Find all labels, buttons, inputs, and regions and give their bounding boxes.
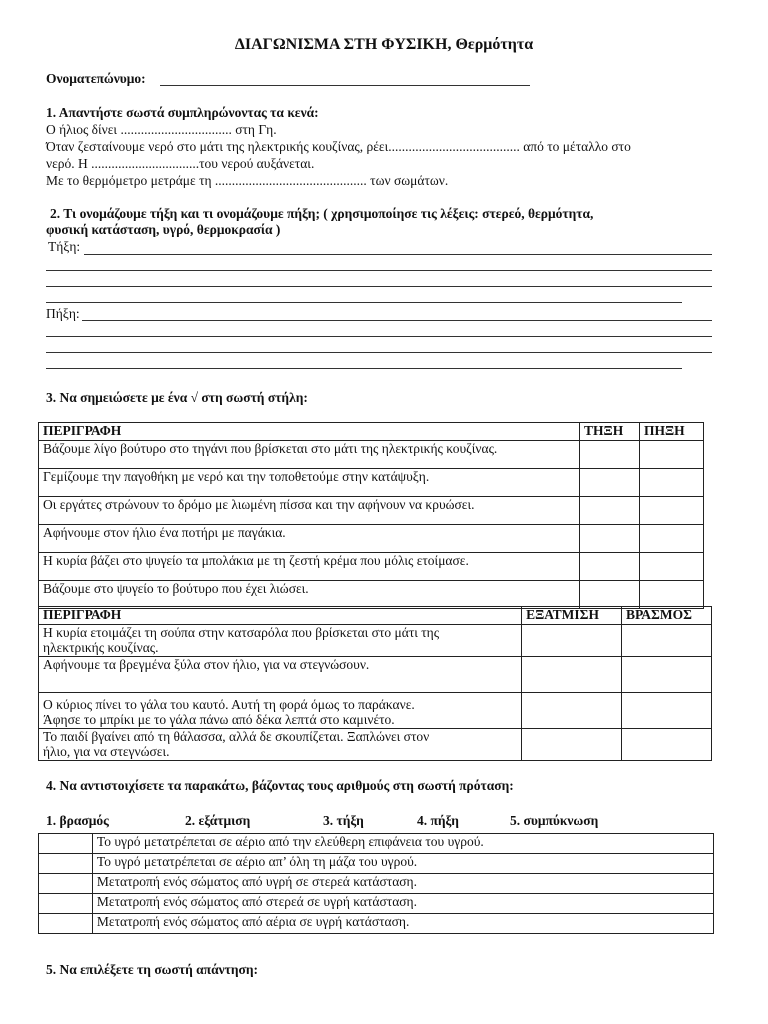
q4-heading: 4. Να αντιστοιχίσετε τα παρακάτω, βάζοντας τους αριθμούς στη σωστή πρόταση:	[46, 778, 514, 793]
table-row	[39, 914, 714, 934]
vrasmos-check-cell[interactable]	[622, 625, 712, 657]
table-row	[39, 553, 704, 581]
q1-line-1: Ο ήλιος δίνει ................................. στη Γη.	[46, 122, 277, 137]
q2-heading-line2: φυσική κατάσταση, υγρό, θερμοκρασία )	[46, 222, 281, 237]
description-cell: Βάζουμε λίγο βούτυρο στο τηγάνι που βρίσκεται στο μάτι της ηλεκτρικής κουζίνας.	[39, 441, 580, 469]
col-header-vrasmos: ΒΡΑΣΜΟΣ	[622, 607, 712, 625]
vrasmos-check-cell[interactable]	[622, 693, 712, 729]
table-row	[39, 834, 714, 854]
table-row	[39, 625, 712, 657]
q1-heading: 1. Απαντήστε σωστά συμπληρώνοντας τα κενά:	[46, 105, 319, 120]
col-header-tixi: ΤΗΞΗ	[580, 423, 640, 441]
table-row	[39, 894, 714, 914]
q1-line-3: νερό. Η ................................του νερού αυξάνεται.	[46, 156, 315, 171]
pixi-check-cell[interactable]	[640, 441, 704, 469]
tixi-check-cell[interactable]	[580, 525, 640, 553]
tixi-answer-line[interactable]	[84, 254, 712, 255]
table-row	[39, 874, 714, 894]
q1-line-2: Όταν ζεσταίνουμε νερό στο μάτι της ηλεκτρικής κουζίνας, ρέει....................................... από το μέταλλο στο	[46, 139, 631, 154]
option-exatmisi: 2. εξάτμιση	[185, 813, 251, 828]
vrasmos-check-cell[interactable]	[622, 657, 712, 693]
pixi-check-cell[interactable]	[640, 553, 704, 581]
q2-heading-line1: 2. Τι ονομάζουμε τήξη και τι ονομάζουμε πήξη; ( χρησιμοποίησε τις λέξεις: στερεό, θερμότητα,	[50, 206, 594, 221]
q5-heading: 5. Να επιλέξετε τη σωστή απάντηση:	[46, 962, 259, 977]
table-matching	[38, 833, 714, 934]
option-pixi: 4. πήξη	[417, 813, 459, 828]
description-cell	[39, 625, 522, 657]
tixi-answer-line[interactable]	[46, 270, 712, 271]
tixi-check-cell[interactable]	[580, 581, 640, 609]
pixi-check-cell[interactable]	[640, 525, 704, 553]
description-line: Ο κύριος πίνει το γάλα του καυτό. Αυτή τη φορά όμως το παράκανε.	[43, 697, 415, 712]
table-row	[39, 525, 704, 553]
table-row	[39, 441, 704, 469]
col-header-exatmisi: ΕΞΑΤΜΙΣΗ	[522, 607, 622, 625]
description-cell: Οι εργάτες στρώνουν το δρόμο με λιωμένη πίσσα και την αφήνουν να κρυώσει.	[39, 497, 580, 525]
description-cell: Η κυρία βάζει στο ψυγείο τα μπολάκια με τη ζεστή κρέμα που μόλις ετοίμασε.	[39, 553, 580, 581]
description-cell: Γεμίζουμε την παγοθήκη με νερό και την τοποθετούμε στην κατάψυξη.	[39, 469, 580, 497]
table-row	[39, 729, 712, 761]
exatmisi-check-cell[interactable]	[522, 729, 622, 761]
statement-cell: Μετατροπή ενός σώματος από υγρή σε στερεά κατάσταση.	[92, 874, 713, 894]
description-cell	[39, 693, 522, 729]
description-line: Άφησε το μπρίκι με το γάλα πάνω από δέκα λεπτά στο καμινέτο.	[43, 712, 395, 727]
option-sympyknosi: 5. συμπύκνωση	[510, 813, 599, 828]
description-line: Αφήνουμε τα βρεγμένα ξύλα στον ήλιο, για να στεγνώσουν.	[43, 657, 370, 672]
exatmisi-check-cell[interactable]	[522, 693, 622, 729]
col-header-pixi: ΠΗΞΗ	[640, 423, 704, 441]
statement-cell: Μετατροπή ενός σώματος από στερεά σε υγρή κατάσταση.	[92, 894, 713, 914]
description-cell: Βάζουμε στο ψυγείο το βούτυρο που έχει λιώσει.	[39, 581, 580, 609]
statement-cell: Μετατροπή ενός σώματος από αέρια σε υγρή κατάσταση.	[92, 914, 713, 934]
tixi-check-cell[interactable]	[580, 497, 640, 525]
vrasmos-check-cell[interactable]	[622, 729, 712, 761]
pixi-answer-line[interactable]	[82, 320, 712, 321]
pixi-answer-line[interactable]	[46, 352, 712, 353]
answer-number-cell[interactable]	[39, 854, 93, 874]
q3-heading: 3. Να σημειώσετε με ένα √ στη σωστή στήλη:	[46, 390, 308, 405]
description-cell	[39, 657, 522, 693]
pixi-check-cell[interactable]	[640, 497, 704, 525]
answer-number-cell[interactable]	[39, 894, 93, 914]
q1-line-4: Με το θερμόμετρο μετράμε τη ............................................. των σωμάτων.	[46, 173, 449, 188]
description-cell	[39, 729, 522, 761]
description-line: ήλιο, για να στεγνώσει.	[43, 744, 170, 759]
table-row	[39, 657, 712, 693]
table-exatmisi-vrasmos	[38, 606, 712, 761]
option-vrasmos: 1. βρασμός	[46, 813, 109, 828]
col-header-description: ΠΕΡΙΓΡΑΦΗ	[39, 423, 580, 441]
option-tixi: 3. τήξη	[323, 813, 364, 828]
tixi-answer-line[interactable]	[46, 286, 712, 287]
page-title: ΔΙΑΓΩΝΙΣΜΑ ΣΤΗ ΦΥΣΙΚΗ, Θερμότητα	[234, 36, 534, 53]
description-line: Η κυρία ετοιμάζει τη σούπα στην κατσαρόλα που βρίσκεται στο μάτι της	[43, 625, 440, 640]
table-row	[39, 497, 704, 525]
table-row	[39, 693, 712, 729]
description-cell: Αφήνουμε στον ήλιο ένα ποτήρι με παγάκια.	[39, 525, 580, 553]
description-line: Το παιδί βγαίνει από τη θάλασσα, αλλά δε σκουπίζεται. Ξαπλώνει στον	[43, 729, 430, 744]
pixi-label: Πήξη:	[46, 306, 80, 321]
answer-number-cell[interactable]	[39, 834, 93, 854]
tixi-answer-line[interactable]	[46, 302, 682, 303]
pixi-answer-line[interactable]	[46, 336, 712, 337]
tixi-check-cell[interactable]	[580, 469, 640, 497]
exatmisi-check-cell[interactable]	[522, 625, 622, 657]
answer-number-cell[interactable]	[39, 914, 93, 934]
tixi-check-cell[interactable]	[580, 553, 640, 581]
pixi-check-cell[interactable]	[640, 469, 704, 497]
tixi-label: Τήξη:	[48, 239, 81, 254]
table-row	[39, 581, 704, 609]
pixi-check-cell[interactable]	[640, 581, 704, 609]
name-answer-line[interactable]	[160, 85, 530, 86]
statement-cell: Το υγρό μετατρέπεται σε αέριο απ’ όλη τη μάζα του υγρού.	[92, 854, 713, 874]
table-tixi-pixi	[38, 422, 704, 609]
exatmisi-check-cell[interactable]	[522, 657, 622, 693]
table-row	[39, 469, 704, 497]
pixi-answer-line[interactable]	[46, 368, 682, 369]
statement-cell: Το υγρό μετατρέπεται σε αέριο από την ελεύθερη επιφάνεια του υγρού.	[92, 834, 713, 854]
answer-number-cell[interactable]	[39, 874, 93, 894]
col-header-description: ΠΕΡΙΓΡΑΦΗ	[39, 607, 522, 625]
name-label: Ονοματεπώνυμο:	[46, 71, 146, 86]
tixi-check-cell[interactable]	[580, 441, 640, 469]
table-row	[39, 854, 714, 874]
description-line: ηλεκτρικής κουζίνας.	[43, 640, 159, 655]
